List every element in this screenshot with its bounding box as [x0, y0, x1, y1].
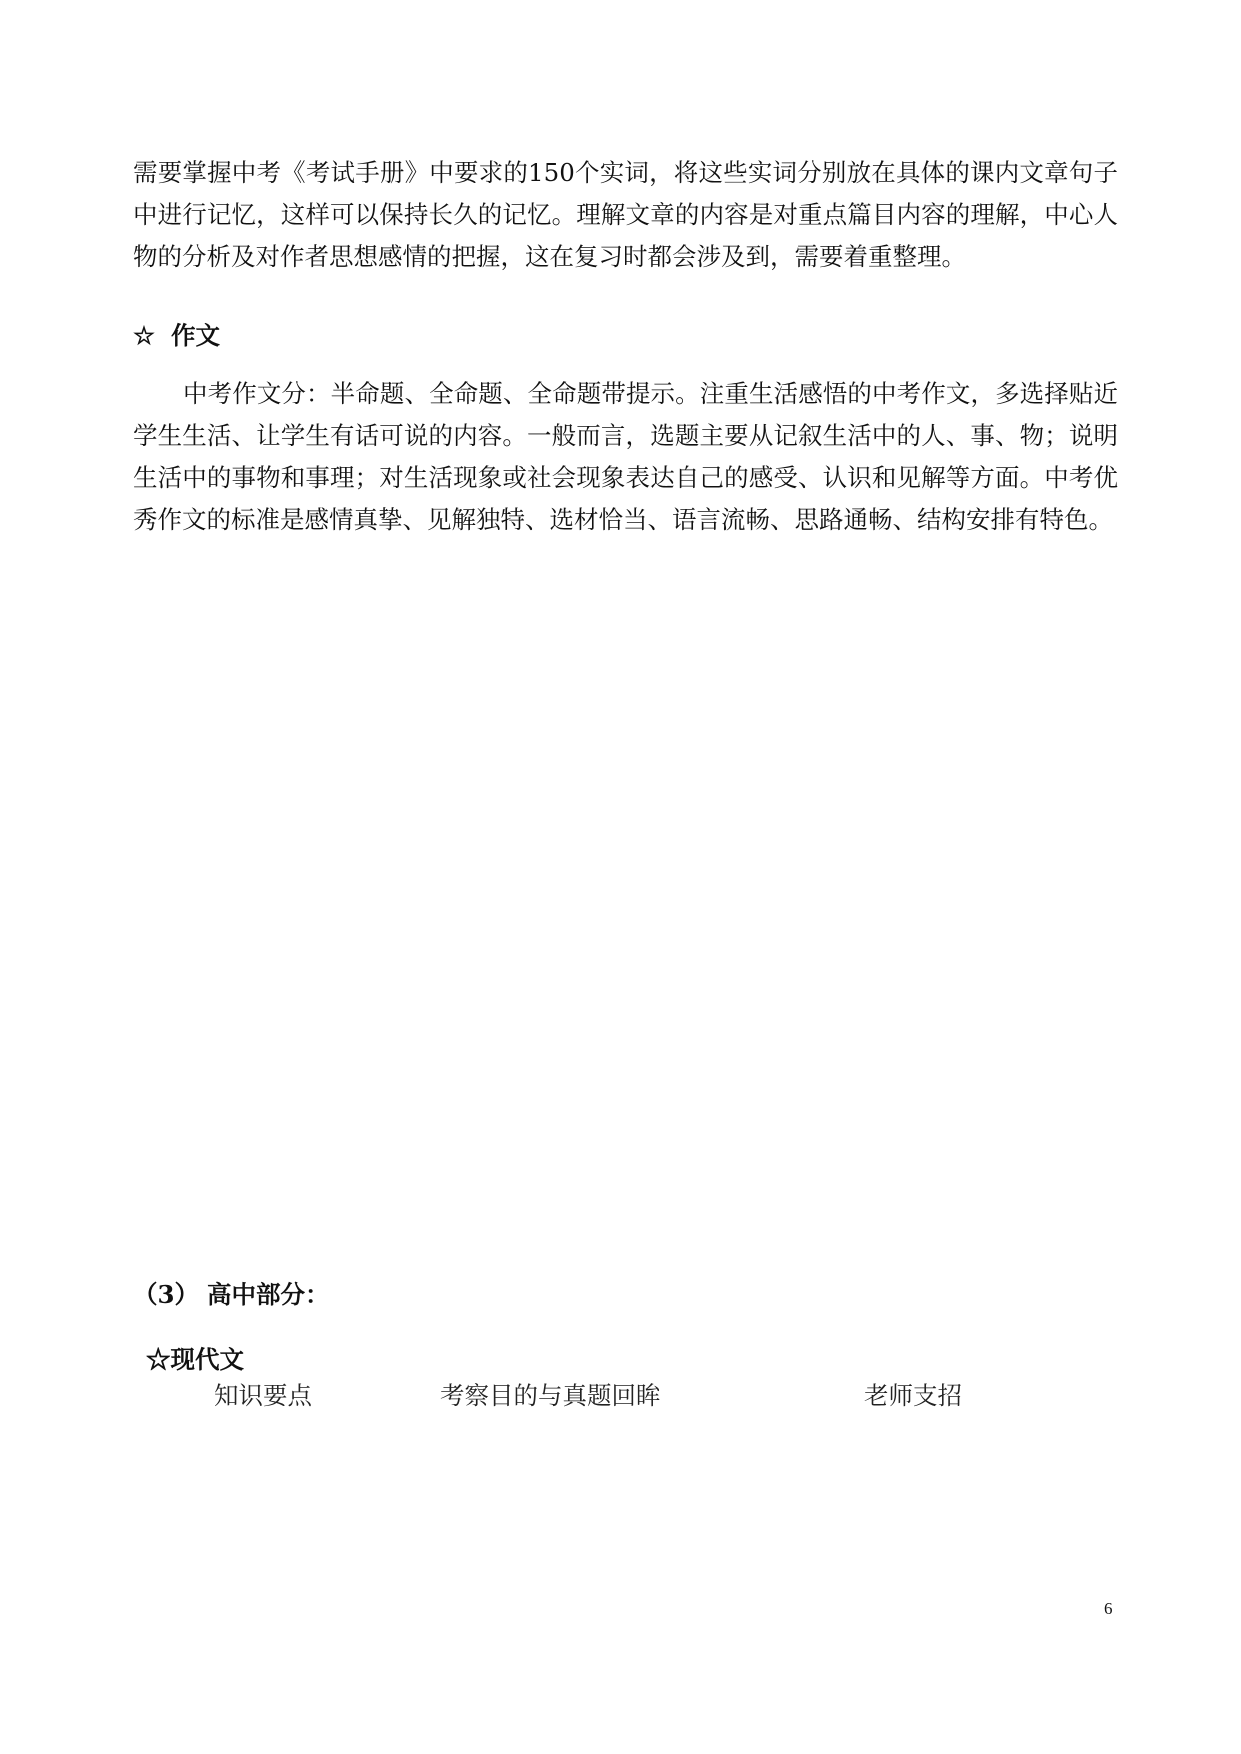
section-heading-gaozhong	[133, 1279, 330, 1311]
paragraph-text: 中考作文分：半命题、全命题、全命题带提示。注重生活感悟的中考作文，多选择贴近学生生活、让学生有话可说的内容。一般而言，选题主要从记叙生活中的人、事、物；说明生活中的事物和事理；对生活现象或社会现象表达自己的感受、认识和见解等方面。中考优秀作文的标准是感情真挚、见解独特、选材恰当、语言流畅、思路通畅、结构安排有特色。	[133, 379, 1118, 534]
paragraph-text: 需要掌握中考《考试手册》中要求的150个实词，将这些实词分别放在具体的课内文章句子中进行记忆，这样可以保持长久的记忆。理解文章的内容是对重点篇目内容的理解，中心人物的分析及对作者思想感情的把握，这在复习时都会涉及到，需要着重整理。	[133, 158, 1118, 271]
column-header-tips: 老师支招	[864, 1381, 962, 1410]
column-header-purpose: 考察目的与真题回眸	[440, 1381, 661, 1410]
subsection-heading-xiandaiwen: ☆现代文	[146, 1345, 244, 1374]
page-number: 6	[1104, 1599, 1113, 1618]
star-icon: ☆	[133, 321, 155, 350]
column-header-knowledge: 知识要点	[214, 1381, 312, 1410]
section-title: 作文	[171, 321, 220, 350]
section-number: （3）	[133, 1280, 200, 1309]
section-title: 高中部分：	[207, 1280, 330, 1309]
section-heading-zuowen	[133, 320, 220, 352]
